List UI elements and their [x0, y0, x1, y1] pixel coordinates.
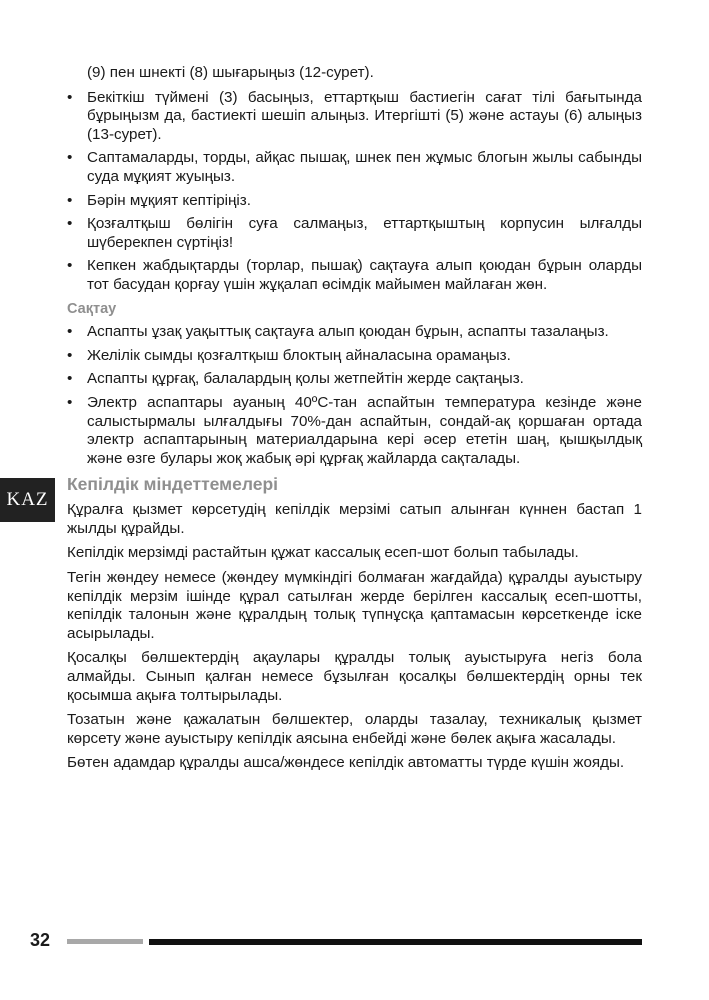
- list-item-text: Аспапты құрғақ, балалардың қолы жетпейтін жерде сақтаңыз.: [87, 370, 524, 388]
- language-tab: KAZ: [0, 478, 55, 522]
- bullet-marker: •: [67, 215, 73, 233]
- list-item-text: Желілік сымды қозғалтқыш блоктың айналасына орамаңыз.: [87, 346, 511, 364]
- list-item-text: Электр аспаптары ауаның 40ºС-тан аспайтын температура кезінде және салыстырмалы ылғалдығы 70%-дан аспайтын, сондай-ақ қоршаған ортада электр аспаптарының материалдарына кері әсер ететін шаң, қышқылдық және өзге булары жоқ жабық әрі құрғақ жайларда сақталады.: [87, 393, 642, 467]
- page-number: 32: [30, 930, 51, 950]
- warranty-paragraph: Тегін жөндеу немесе (жөндеу мүмкіндігі болмаған жағдайда) құралды ауыстыру кепілдік мерзім ішінде құрал сатылған жерде берілген кассалық есеп-шотты, кепілдік талонын және құралдың толық түпнұсқа қаптамасын көрсеткенде іске асырылады.: [67, 569, 642, 642]
- continuation-line: (9) пен шнекті (8) шығарыңыз (12-сурет).: [87, 64, 374, 81]
- list-item: [67, 89, 642, 145]
- bullet-marker: •: [67, 370, 73, 388]
- list-item: [67, 370, 642, 389]
- bullet-marker: •: [67, 323, 73, 341]
- bullet-marker: •: [67, 257, 73, 275]
- bullet-marker: •: [67, 149, 73, 167]
- warranty-paragraph: Тозатын және қажалатын бөлшектер, оларды тазалау, техникалық қызмет көрсету және ауыстыру кепілдік аясына енбейді және бөлек ақыға жасалады.: [67, 711, 642, 747]
- list-item-text: Бекіткіш түймені (3) басыңыз, еттартқыш бастиегін сағат тілі бағытында бұрыңызм да, бастиекті шешіп алыңыз. Итергішті (5) және астауы (6) алыңыз (13-сурет).: [87, 88, 642, 143]
- list-item-text: Саптамаларды, торды, айқас пышақ, шнек пен жұмыс блогын жылы сабынды суда мұқият жуыңыз.: [87, 149, 642, 185]
- list-item: [67, 347, 642, 366]
- bullet-marker: •: [67, 393, 73, 411]
- list-item-text: Кепкен жабдықтарды (торлар, пышақ) сақтауға алып қоюдан бұрын оларды тот басудан қорғау үшін жұқалап өсімдік майымен майлаған жөн.: [87, 257, 642, 293]
- bullet-marker: •: [67, 191, 73, 209]
- bullet-marker: •: [67, 346, 73, 364]
- list-item: [67, 192, 642, 211]
- warranty-paragraph: Бөтен адамдар құралды ашса/жөндесе кепілдік автоматты түрде күшін жояды.: [67, 754, 625, 772]
- warranty-paragraph: Құралға қызмет көрсетудің кепілдік мерзімі сатып алынған күннен бастап 1 жылды құрайды.: [67, 501, 642, 537]
- cleaning-list: [67, 89, 642, 295]
- list-item-text: Аспапты ұзақ уақыттық сақтауға алып қоюдан бұрын, аспапты тазалаңыз.: [87, 323, 609, 341]
- list-item: [67, 323, 642, 342]
- list-item-text: Бәрін мұқият кептіріңіз.: [87, 191, 251, 209]
- warranty-paragraph: Қосалқы бөлшектердің ақаулары құралды толық ауыстыруға негіз бола алмайды. Сынып қалған немесе бұзылған қосалқы бөлшектердің орны тек қосымша ақыға толтырылады.: [67, 649, 642, 704]
- list-item-text: Қозғалтқыш бөлігін суға салмаңыз, еттартқыштың корпусин ылғалды шүберекпен сүртіңіз!: [87, 215, 642, 251]
- warranty-heading: Кепілдік міндеттемелері: [67, 474, 279, 495]
- list-item: [67, 257, 642, 294]
- footer-rule-grey: [67, 939, 143, 944]
- list-item: [67, 149, 642, 186]
- list-item: [67, 394, 642, 468]
- list-item: [67, 215, 642, 252]
- bullet-marker: •: [67, 88, 73, 106]
- warranty-paragraph: Кепілдік мерзімді растайтын құжат кассалық есеп-шот болып табылады.: [67, 544, 579, 562]
- page-content: [67, 64, 642, 779]
- footer-rule-black: [149, 939, 642, 945]
- storage-list: [67, 323, 642, 468]
- storage-heading: Сақтау: [67, 300, 117, 317]
